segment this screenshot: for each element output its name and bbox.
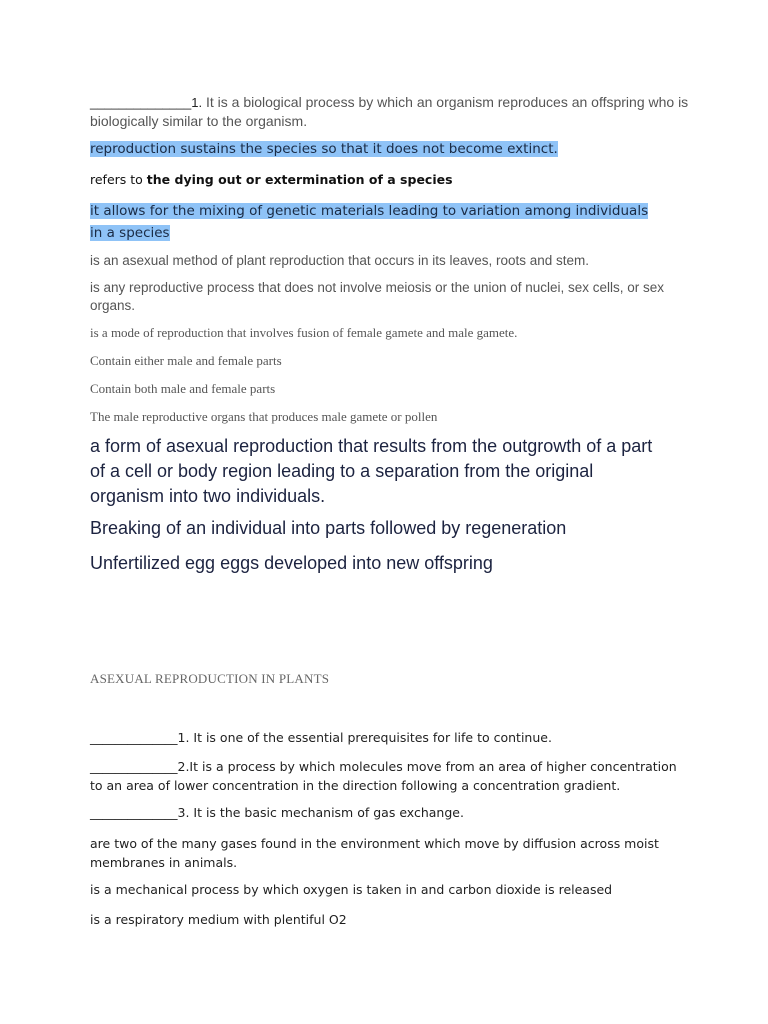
question-r1 bbox=[90, 729, 690, 747]
highlight-text: reproduction sustains the species so that it does not become extinct. bbox=[90, 141, 558, 157]
answer-blank: ______________ bbox=[90, 95, 192, 110]
mechanical-process-line: is a mechanical process by which oxygen is taken in and carbon dioxide is released bbox=[90, 882, 613, 897]
highlighted-line-1 bbox=[90, 139, 690, 159]
parthenogenesis-line: Unfertilized egg eggs developed into new offspring bbox=[90, 553, 493, 573]
highlight-text: it allows for the mixing of genetic materials leading to variation among individuals in a species bbox=[90, 203, 649, 241]
answer-blank: ______________ bbox=[90, 805, 178, 820]
asexual-plant-line: is an asexual method of plant reproduction that occurs in its leaves, roots and stem. bbox=[90, 253, 590, 268]
section-heading: ASEXUAL REPRODUCTION IN PLANTS bbox=[90, 671, 330, 686]
gases-line: are two of the many gases found in the environment which move by diffusion across moist membranes in animals. bbox=[90, 836, 659, 870]
answer-blank: ______________ bbox=[90, 759, 178, 774]
question-number: 1. bbox=[191, 95, 203, 110]
highlighted-line-2 bbox=[90, 200, 660, 244]
question-text: 2.It is a process by which molecules move from an area of higher concentration to an area of lower concentration in the direction following a concentration gradient. bbox=[90, 759, 677, 793]
question-text: 1. It is one of the essential prerequisites for life to continue. bbox=[177, 730, 552, 745]
question-r3 bbox=[90, 804, 690, 822]
both-parts-line: Contain both male and female parts bbox=[90, 381, 276, 396]
respiratory-medium-line: is a respiratory medium with plentiful O2 bbox=[90, 912, 347, 927]
budding-line: a form of asexual reproduction that results from the outgrowth of a part of a cell or body region leading to a separation from the original organism into two individuals. bbox=[90, 436, 653, 506]
question-text: It is a biological process by which an organism reproduces an offspring who is biologically similar to the organism. bbox=[90, 94, 689, 129]
question-1 bbox=[90, 93, 690, 130]
refers-prefix: refers to bbox=[90, 172, 147, 187]
answer-blank: ______________ bbox=[90, 730, 178, 745]
male-organs-line: The male reproductive organs that produces male gamete or pollen bbox=[90, 409, 438, 424]
question-r2 bbox=[90, 757, 680, 795]
refers-line bbox=[90, 171, 690, 189]
refers-bold: the dying out or extermination of a species bbox=[146, 172, 453, 187]
mode-reproduction-line: is a mode of reproduction that involves fusion of female gamete and male gamete. bbox=[90, 325, 518, 340]
question-text: 3. It is the basic mechanism of gas exchange. bbox=[177, 805, 464, 820]
fragmentation-line: Breaking of an individual into parts followed by regeneration bbox=[90, 518, 567, 538]
either-parts-line: Contain either male and female parts bbox=[90, 353, 282, 368]
reproductive-process-line: is any reproductive process that does not involve meiosis or the union of nuclei, sex cells, or sex organs. bbox=[90, 280, 665, 313]
